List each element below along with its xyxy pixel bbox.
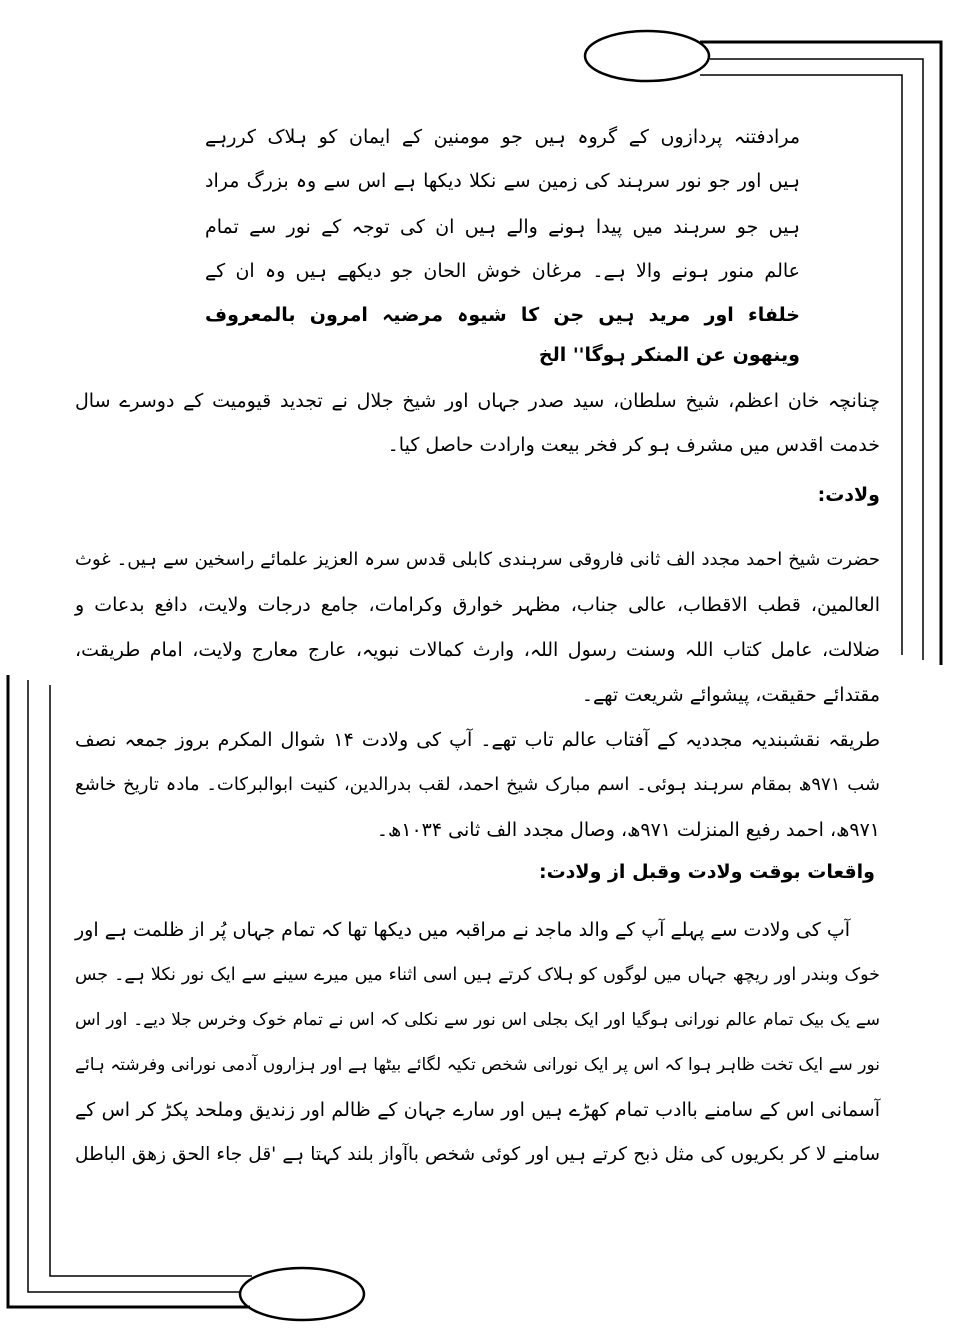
text-line: خلفاء اور مرید ہیں جن کا شیوہ مرضیہ امرون بالمعروف [205,304,800,326]
text-line: آسمانی اس کے سامنے باادب تمام کھڑے ہیں اور سارے جہان کے ظالم اور زندیق وملحد پکڑ کر اس کے [75,1099,880,1121]
text-line: ۹۷۱ھ، احمد رفیع المنزلت ۹۷۱ھ، وصال مجدد الف ثانی ۱۰۳۴ھ۔ [376,819,880,841]
text-line: خدمت اقدس میں مشرف ہو کر فخر بیعت وارادت حاصل کیا۔ [387,434,880,456]
text-line: نور سے ایک تخت ظاہر ہوا کہ اس پر ایک نورانی شخص تکیہ لگائے بیٹھا ہے اور ہزاروں آدمی نورانی وفرشتہ ہائے [75,1055,880,1075]
text-line: العالمین، قطب الاقطاب، عالی جناب، مظہر خوارق وکرامات، جامع درجات ولایت، دافع بدعات و [75,594,880,616]
bottom-oval-ornament [240,1268,364,1320]
top-oval-ornament [585,31,709,81]
text-line: ہیں اور جو نور سرہند کی زمین سے نکلا دیکھا ہے اس سے وہ بزرگ مراد [205,170,800,192]
text-line: شب ۹۷۱ھ بمقام سرہند ہوئی۔ اسم مبارک شیخ احمد، لقب بدرالدین، کنیت ابوالبرکات۔ مادہ تاریخ خاشع [75,774,880,795]
section-heading-events: واقعات بوقت ولادت وقبل از ولادت: [538,861,875,883]
text-line: ضلالت، عامل کتاب اللہ وسنت رسول اللہ، وارث کمالات نبویہ، عارج معارج ولایت، امام طریقت، [75,639,880,661]
text-line: چنانچہ خان اعظم، شیخ سلطان، سید صدر جہاں اور شیخ جلال نے تجدید قیومیت کے دوسرے سال [75,390,880,412]
text-line: مقتدائے حقیقت، پیشوائے شریعت تھے۔ [581,684,880,706]
text-line: آپ کی ولادت سے پہلے آپ کے والد ماجد نے مراقبہ میں دیکھا تھا کہ تمام جہاں پُر از ظلمت ہے اور [75,919,850,941]
text-line: عالم منور ہونے والا ہے۔ مرغان خوش الحان جو دیکھے ہیں وہ ان کے [205,260,800,282]
text-line: طریقہ نقشبندیہ مجددیہ کے آفتاب عالم تاب تھے۔ آپ کی ولادت ۱۴ شوال المکرم بروز جمعہ نصف [75,729,880,751]
text-line: وینھون عن المنکر ہوگا'' الخ [538,344,800,366]
text-line: حضرت شیخ احمد مجدد الف ثانی فاروقی سرہندی کابلی قدس سرہ العزیز علمائے راسخین سے ہیں۔ غوث [75,549,880,570]
text-line: سامنے لا کر بکریوں کی مثل ذبح کرتے ہیں اور کوئی شخص باآواز بلند کہتا ہے 'قل جاء الحق زھق الباطل [75,1144,880,1165]
text-line: مرادفتنہ پردازوں کے گروہ ہیں جو مومنین کے ایمان کو ہلاک کررہے [205,126,800,148]
text-line: سے یک بیک تمام عالم نورانی ہوگیا اور ایک بجلی اس نور سے نکلی کہ اس نے تمام خوک وخرس جلا دیے۔ اور اس [75,1010,880,1030]
section-heading-birth: ولادت: [817,484,880,506]
text-line: ہیں جو سرہند میں پیدا ہونے والے ہیں ان کی توجہ کے نور سے تمام [205,216,800,238]
text-line: خوک وبندر اور ریچھ جہاں میں لوگوں کو ہلاک کرتے ہیں اسی اثناء میں میرے سینے سے ایک نور نکلا ہے۔ جس [75,965,880,985]
